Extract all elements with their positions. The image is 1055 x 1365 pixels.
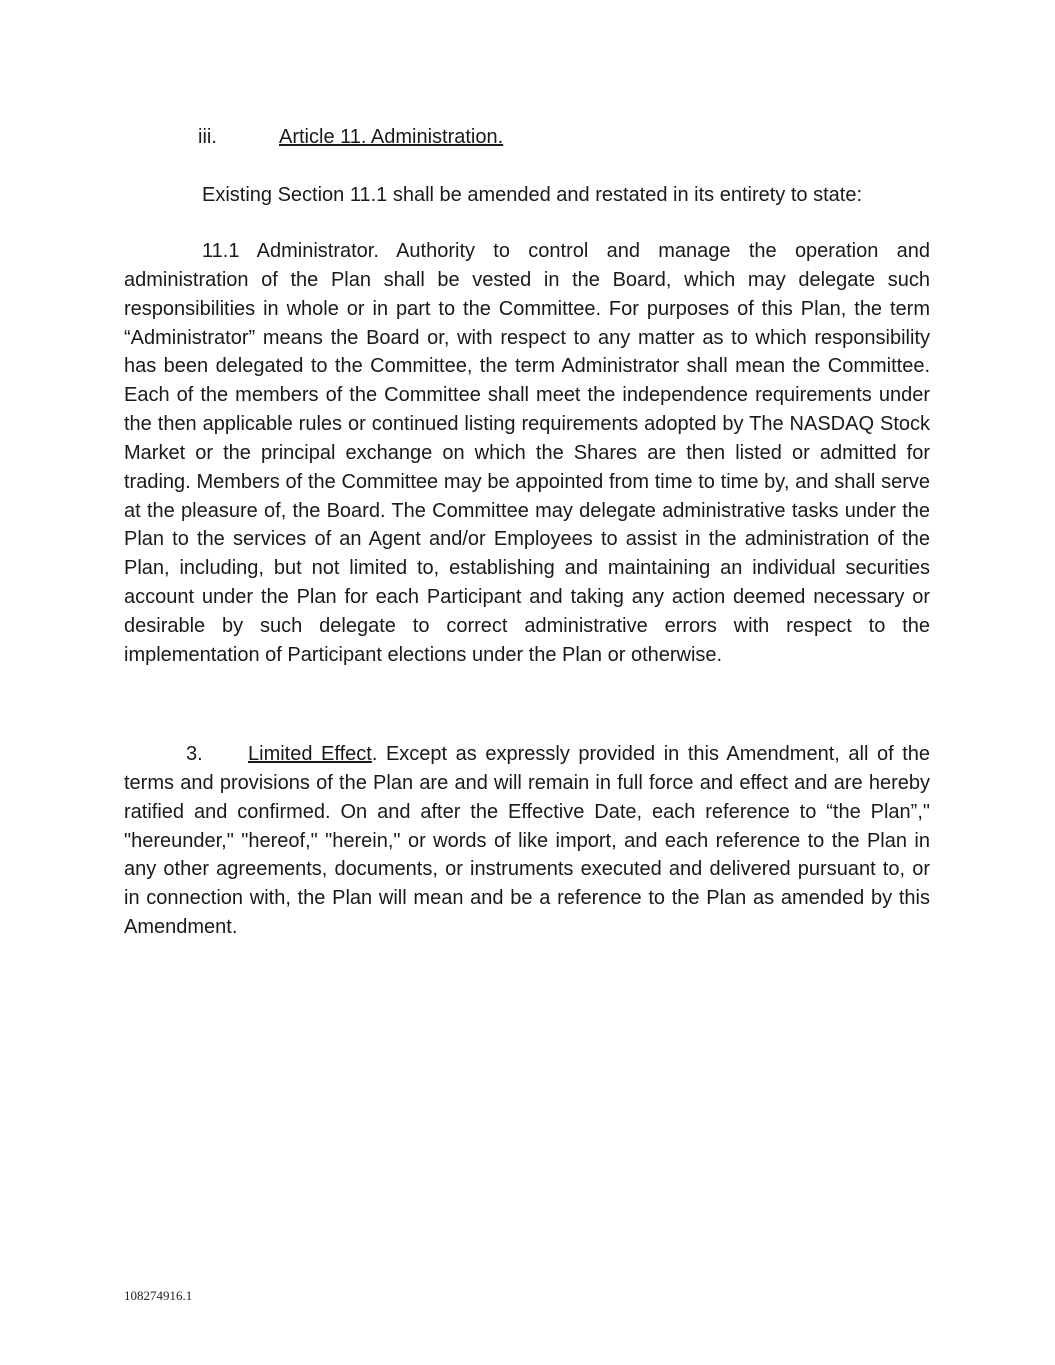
article-number: iii. [198, 126, 217, 148]
intro-sentence: Existing Section 11.1 shall be amended and restated in its entirety to state: [202, 184, 863, 206]
section-11-1-text: 11.1 Administrator. Authority to control and manage the operation and administration of the Plan shall be vested in the Board, which may delegate such responsibilities in whole or in part to the Committee. For purposes of this Plan, the term “Administrator” means the Board or, with respect to any matter as to which responsibility has been delegated to the Committee, the term Administrator shall mean the Committee. Each of the members of the Committee shall meet the independence requirements under the then applicable rules or continued listing requirements adopted by The NASDAQ Stock Market or the principal exchange on which the Shares are then listed or admitted for trading. Members of the Committee may be appointed from time to time by, and shall serve at the pleasure of, the Board. The Committee may delegate administrative tasks under the Plan to the services of an Agent and/or Employees to assist in the administration of the Plan, including, but not limited to, establishing and maintaining an individual securities account under the Plan for each Participant and taking any action deemed necessary or desirable by such delegate to correct administrative errors with respect to the implementation of Participant elections under the Plan or otherwise. [124, 240, 930, 666]
section-3-number: 3. [186, 743, 203, 765]
article-title: Article 11. Administration. [279, 126, 504, 148]
section-3-text: . Except as expressly provided in this Amendment, all of the terms and provisions of the Plan are and will remain in full force and effect and are hereby ratified and confirmed. On and after the Effective Date, each reference to “the Plan”," "hereunder," "hereof," "herein," or words of like import, and each reference to the Plan in any other agreements, documents, or instruments executed and delivered pursuant to, or in connection with, the Plan will mean and be a reference to the Plan as amended by this Amendment. [124, 743, 931, 939]
document-id: 108274916.1 [124, 1288, 193, 1303]
article-heading [198, 124, 503, 150]
section-3-paragraph [124, 740, 930, 942]
section-3-title: Limited Effect [248, 743, 372, 765]
section-11-1-paragraph [124, 237, 930, 670]
